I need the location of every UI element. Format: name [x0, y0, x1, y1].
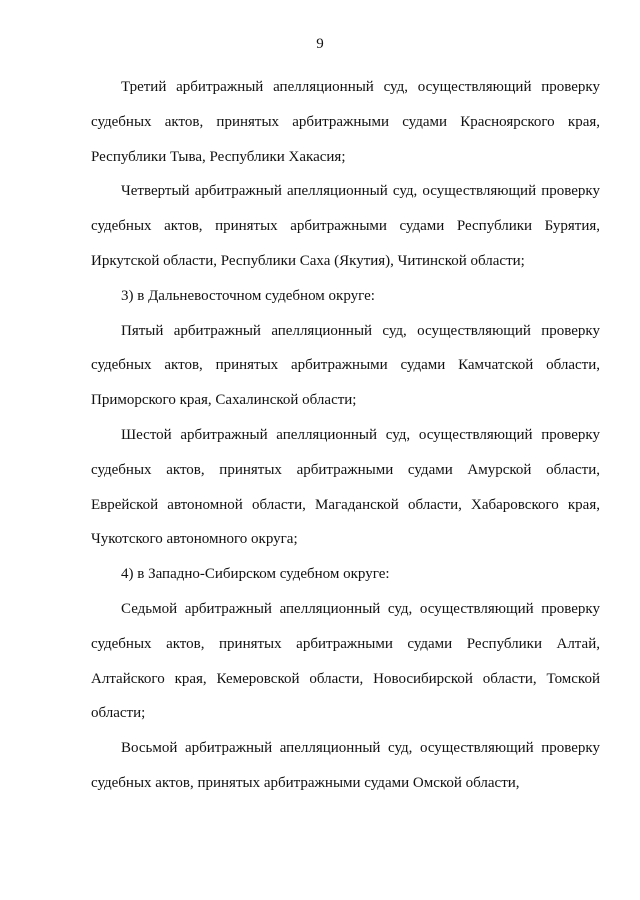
paragraph-west-siberian-district: 4) в Западно-Сибирском судебном округе: [121, 566, 390, 583]
paragraph-fifth-court: Пятый арбитражный апелляционный суд, осуществляющий проверку судебных актов, принятых арбитражными судами Камчатской области, Приморского края, Сахалинской области; [91, 322, 600, 409]
paragraph-sixth-court: Шестой арбитражный апелляционный суд, осуществляющий проверку судебных актов, принятых арбитражными судами Амурской области, Еврейской автономной области, Магаданской области, Хабаровского края, Чукотского автономного округа; [91, 426, 600, 548]
document-body [91, 70, 600, 801]
paragraph-third-court: Третий арбитражный апелляционный суд, осуществляющий проверку судебных актов, принятых арбитражными судами Красноярского края, Республики Тыва, Республики Хакасия; [91, 79, 600, 165]
page-number: 9 [316, 36, 324, 52]
paragraph-far-eastern-district: 3) в Дальневосточном судебном округе: [121, 287, 375, 304]
paragraph-seventh-court: Седьмой арбитражный апелляционный суд, осуществляющий проверку судебных актов, принятых арбитражными судами Республики Алтай, Алтайского края, Кемеровской области, Новосибирской области, Томской области; [91, 600, 600, 722]
paragraph-fourth-court: Четвертый арбитражный апелляционный суд, осуществляющий проверку судебных актов, принятых арбитражными судами Республики Бурятия, Иркутской области, Республики Саха (Якутия), Читинской области; [91, 183, 600, 269]
paragraph-eighth-court: Восьмой арбитражный апелляционный суд, осуществляющий проверку судебных актов, принятых арбитражными судами Омской области, [91, 740, 600, 791]
